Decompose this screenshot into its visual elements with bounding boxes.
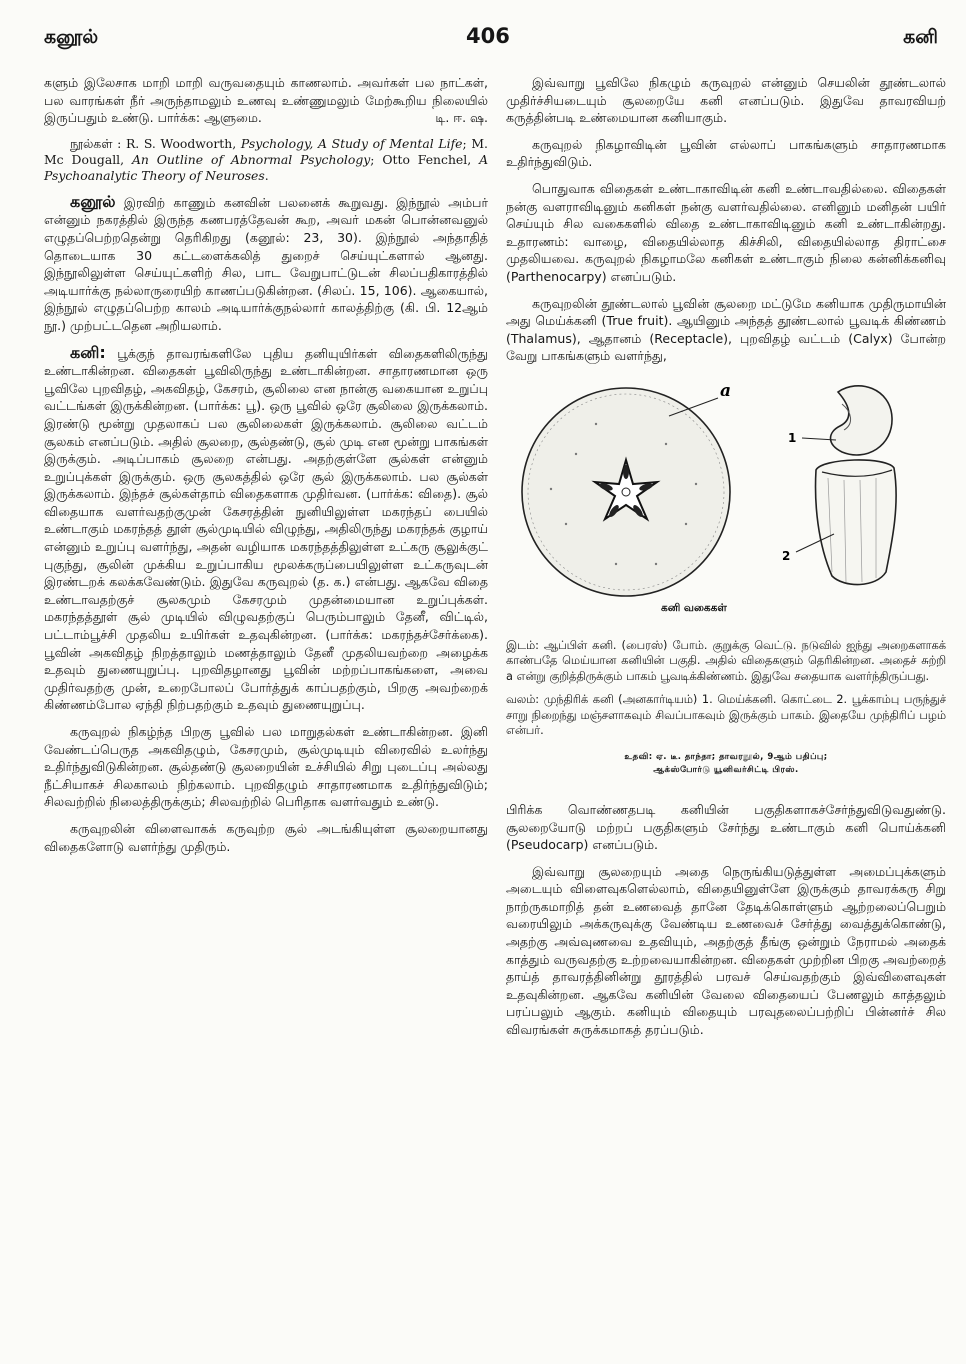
entry-text: இரவிற் காணும் கனவின் பலனைக் கூறுவது. இந்நூல் அம்பர் என்னும் நகரத்தில் இருந்த கணபரத்தேவன் கூற, அவர் மகன் பொன்னவனுல் எழுதப்பெற்றதென்று தெரிகிறது (கனூல்: 23, 30). இந்நூல் அந்தாதித் தொடையாக 30 கட்டளைக்கலித் துறைச் செய்யுட்களால் ஆனது. இந்நூலிலுள்ள செய்யுட்களிற் சில, பாட வேறுபாட்டுடன் சிலப்பதிகாரத்தில் அடியார்க்கு நல்லாருரையிற் காணப்படுகின்றன. (சிலப். 15, 106). ஆகையால், இந்நூல் எழுதப்பெற்ற காலம் அடியார்க்குநல்லார் காலத்திற்கு (கி. பி. 12ஆம் நூ.) முற்பட்டதென அறியலாம்.	[44, 194, 488, 333]
running-head-left: கனூல்	[44, 26, 99, 48]
author-initials: டி. ஈ. ஷ.	[435, 110, 488, 126]
paragraph: கருவுறல் நிகழ்ந்த பிறகு பூவில் பல மாறுதல்கள் உண்டாகின்றன. இனி வேண்டப்பெருத அகவிதழும், கேசரமும், சூல்முடியும் விரைவில் உலர்ந்து உதிர்ந்துவிடுகின்றன. சூல்தண்டு சூலறையின் உச்சியில் சிறு புடைப்பு அல்லது நீட்சியாகச் சிலகாலம் நிற்கலாம். புறவிதழும் சாதாரணமாக உதிர்ந்துவிடும்; சிலவற்றில் நிலைத்திருக்கும்; சிலவற்றில் பெரிதாக வளர்வதும் உண்டு.	[44, 724, 488, 810]
fruit-illustration	[506, 374, 946, 614]
left-column	[44, 74, 488, 864]
paragraph: பிரிக்க வொண்ணதபடி கனியின் பகுதிகளாகச்சேர்ந்துவிடுவதுண்டு. சூலறையோடு மற்றப் பகுதிகளும் சேர்ந்து உண்டாகும் கனி பொய்க்கனி (Pseudocarp) எனப்படும்.	[506, 801, 946, 853]
entry-heading: கனி:	[70, 342, 106, 362]
figure-credit: உதவி: ஏ. டீ. தாந்தா; தாவரநூல், 9ஆம் பதிப்பு; ஆக்ஸ்போர்டு யூனிவர்சிட்டி பிரஸ்.	[624, 751, 828, 775]
continuation-text: களும் இலேசாக மாறி மாறி வருவதையும் காணலாம். அவர்கள் பல நாட்கள், பல வாரங்கள் நீர் அருந்தாமலும் உணவு உண்ணுமலும் மேற்கூறிய நிலையில் இருப்பதும் உண்டு. பார்க்க: ஆளுமை.	[44, 75, 488, 126]
entry-kanool	[44, 193, 488, 335]
entry-text: பூக்குந் தாவரங்களிலே புதிய தனியுயிர்கள் விதைகளிலிருந்து உண்டாகின்றன. விதைகள் பூவிலிருந்து உண்டாகின்றன. சாதாரணமான ஒரு பூவிலே புறவிதழ், அகவிதழ், கேசரம், சூலிலை என நான்கு வகையான உறுப்பு வட்டங்கள் இருக்கின்றன. (பார்க்க: பூ). ஒரு பூவில் ஒரே சூலிலை இருக்கலாம். இரண்டு மூன்று முதலாகப் பல சூலிலைகள் இருக்கலாம். சூலிலை வட்டம் சூலகம் எனப்படும். அதில் சூலறை, சூல்தண்டு, சூல் முடி என மூன்று பாகங்கள் இருக்கும். அடிப்பாகம் சூலறை என்பது. அதற்குள்ளே சூல்கள் என்னும் உறுப்புக்கள் இருக்கும். ஒரு சூலகத்தில் ஒரே சூல் இருக்கலாம். பல சூல்கள் இருக்கலாம். இந்தச் சூல்கள்தாம் விதைகளாக முதிர்வன. (பார்க்க: விதை). சூல் விதையாக வளர்வதற்குமுன் கேசரத்தின் நுனியிலுள்ள மகரந்தப் பையில் உண்டாகும் மகரந்தத் தூள் சூல்முடியில் விழுந்து, அதிலிருந்து மகரந்தக் குழாய் என்னும் உறுப்பு வளர்ந்து, அதன் வழியாக மகரந்தத்திலுள்ள உட்கரு சூலுக்குட் புகுந்து, சூலின் முக்கிய உறுப்பாகிய மூலக்கருப்பையிலுள்ள உட்கருவுடன் இரண்டறக் கலக்கவேண்டும். இதுவே கருவுறல் (த. க.) என்பது. ஆகவே விதை உண்டாவதற்குச் சூலகமும் கேசரமும் முதன்மையான உறுப்புக்கள். மகரந்தத்தூள் சூல் முடியில் விழுவதற்குப் பெரும்பாலும் தேனீ, விட்டில், பட்டாம்பூச்சி முதலிய உயிர்கள் உதவுகின்றன. (பார்க்க: மகரந்தச்சேர்க்கை). பூவின் அகவிதழ் நிறத்தாலும் மணத்தாலும் தேனீ முதலியவற்றை அழைக்க உதவும் துணையுறுப்பு. புறவிதழானது பூவின் மற்றப்பாகங்களை, அவை முதிர்வதற்கு முன், உறைபோலப் போர்த்துக் காப்பதற்கும், பிறகு அவற்றைக் கிண்ணம்போல ஏந்தி நிற்பதற்கும் உதவும் துணையுறுப்பு.	[44, 345, 488, 713]
continuation-paragraph	[44, 74, 488, 127]
caption-right-text: வலம்: முந்திரிக் கனி (அனகார்டியம்) 1. மெய்க்கனி. கொட்டை 2. பூக்காம்பு பருந்துச் சாறு நிறைந்து மஞ்சளாகவும் சிவப்பாகவும் இருக்கும் பாகம். இதையே முந்திரிப் பழம் என்பர்.	[506, 693, 946, 738]
paragraph: கருவுறலின் விளைவாகக் கருவுற்ற சூல் அடங்கியுள்ள சூலறையானது விதைகளோடு வளர்ந்து முதிரும்.	[44, 820, 488, 854]
bibliography: நூல்கள் : R. S. Woodworth, Psychology, A Study of Mental Life; M. Mc Dougall, An Outline of Abnormal Psychology; Otto Fenchel, A Psychoanalytic Theory of Neuroses.	[44, 135, 489, 183]
label-a: a	[720, 380, 732, 401]
caption-left-text: இடம்: ஆப்பிள் கனி. (பைரஸ்) போம். குறுக்கு வெட்டு. நடுவில் ஐந்து அறைகளாகக் காண்பதே மெய்யான கனியின் பகுதி. அதில் விதைகளும் தெரிகின்றன. அதைச் சுற்றி a என்று குறித்திருக்கும் பாகம் பூவடிக்கிண்ணம். இதுவே சதையாக வளர்ந்திருப்பது.	[506, 638, 946, 683]
paragraph: இவ்வாறு சூலறையும் அதை நெருங்கியடுத்துள்ள அமைப்புக்களும் அடையும் விளைவுகளெல்லாம், விதையினுள்ளே இருக்கும் தாவரக்கரு சிறு நாற்ருகமாறித் தன் உணவைத் தானே தேடிக்கொள்ளும் ஆற்றலைப்பெறும் வரையிலும் அக்கருவுக்கு வேண்டிய உணவைச் சேர்த்து வைத்துக்கொண்டு, அதற்கு அவ்வுணவை உதவியும், அதற்குத் தீங்கு ஒன்றும் நேராமல் அதைக் காத்தும் வருவதற்கு உற்றவையாகின்றன. விதைகள் முற்றின பிறகு அவற்றைத் தாய்த் தாவரத்தினின்று தூரத்தில் பரவச் செய்வதற்கும் இவ்விளைவுகள் உதவுகின்றன. ஆகவே கனியின் வேலை விதையைப் பேணலும் காத்தலும் பரப்பலும் ஆகும். கனியும் விதையும் பரவுதலைப்பற்றிப் பின்னர்ச் சில விவரங்கள் சுருக்கமாகத் தரப்படும்.	[506, 863, 946, 1038]
paragraph: கருவுறல் நிகழாவிடின் பூவின் எல்லாப் பாகங்களும் சாதாரணமாக உதிர்ந்துவிடும்.	[506, 136, 946, 170]
page-number: 406	[466, 24, 510, 48]
right-column	[506, 74, 946, 1048]
paragraph: இவ்வாறு பூவிலே நிகழும் கருவுறல் என்னும் செயலின் தூண்டலால் முதிர்ச்சியடையும் சூலறையே கனி எனப்படும். இதுவே தாவரவியற் கருத்தின்படி உண்மையான கனியாகும்.	[506, 75, 946, 126]
entry-heading: கனூல்	[70, 191, 116, 211]
fruit-figure	[506, 374, 946, 632]
figure-caption: கனி வகைகள்	[661, 601, 727, 614]
label-2: 2	[782, 548, 791, 563]
label-1: 1	[788, 430, 797, 445]
running-head-right: கனி	[903, 26, 938, 48]
apple-cross-section	[522, 388, 730, 596]
cashew-fruit	[796, 386, 896, 585]
entry-kani	[44, 344, 488, 714]
paragraph: பொதுவாக விதைகள் உண்டாகாவிடின் கனி உண்டாவதில்லை. விதைகள் நன்கு வளராவிடினும் கனிகள் நன்கு வளர்வதில்லை. எனினும் மனிதன் பயிர் செய்யும் சில வகைகளில் விதை உண்டாகாவிடினும் கனி உண்டாகின்றது. உதாரணம்: வாழை, விதையில்லாத கிச்சிலி, விதையில்லாத திராட்சை முதலியவை. கருவுறல் நிகழாமலே கனிகள் உண்டாகும் நிலை கன்னிக்கனிவு (Parthenocarpy) எனப்படும்.	[506, 180, 946, 284]
paragraph: கருவுறலின் தூண்டலால் பூவின் சூலறை மட்டுமே கனியாக முதிருமாயின் அது மெய்க்கனி (True fruit). ஆயினும் அந்தத் தூண்டலால் பூவடிக் கிண்ணம் (Thalamus), ஆதானம் (Receptacle), புறவிதழ் வட்டம் (Calyx) போன்ற வேறு பாகங்களும் வளர்ந்து,	[506, 295, 946, 364]
